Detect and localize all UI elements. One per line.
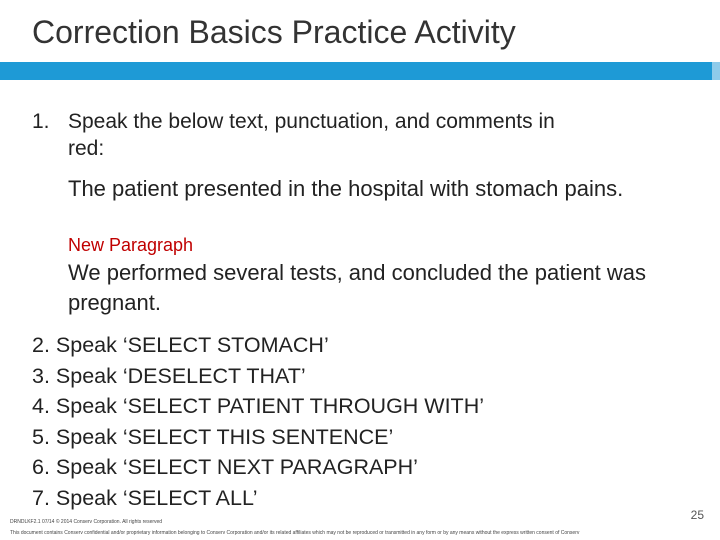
step-item: 6. Speak ‘SELECT NEXT PARAGRAPH’ xyxy=(32,455,418,479)
footer-confidentiality: This document contains Conserv confidential and/or proprietary information belonging to Conserv Corporation and/or its related affiliates which may not be reproduced or transmitted in any form or by any means without the express written consent of Conserv xyxy=(10,530,580,536)
accent-bar xyxy=(0,62,720,80)
dictation-paragraph-1: The patient presented in the hospital with stomach pains. xyxy=(68,176,624,201)
step-item: 7. Speak ‘SELECT ALL’ xyxy=(32,485,258,510)
step-item: 3. Speak ‘DESELECT THAT’ xyxy=(32,363,306,388)
steps-list xyxy=(32,330,484,513)
dictation-paragraph-2: We performed several tests, and concluded the patient was pregnant. xyxy=(68,260,647,315)
accent-bar-end xyxy=(712,62,720,80)
slide-title: Correction Basics Practice Activity xyxy=(32,14,516,50)
step-1 xyxy=(32,108,592,162)
accent-bar-main xyxy=(0,62,712,80)
step-item: 5. Speak ‘SELECT THIS SENTENCE’ xyxy=(32,424,394,449)
step-item: 2. Speak ‘SELECT STOMACH’ xyxy=(32,333,329,357)
step-1-instruction: Speak the below text, punctuation, and comments in red: xyxy=(68,110,555,160)
step-1-number: 1. xyxy=(32,110,50,133)
page-number: 25 xyxy=(690,508,704,522)
new-paragraph-command: New Paragraph xyxy=(68,235,194,255)
footer-copyright: DRNDLKF2.1 07/14 © 2014 Conserv Corporation. All rights reserved xyxy=(10,519,163,525)
step-item: 4. Speak ‘SELECT PATIENT THROUGH WITH’ xyxy=(32,394,484,418)
